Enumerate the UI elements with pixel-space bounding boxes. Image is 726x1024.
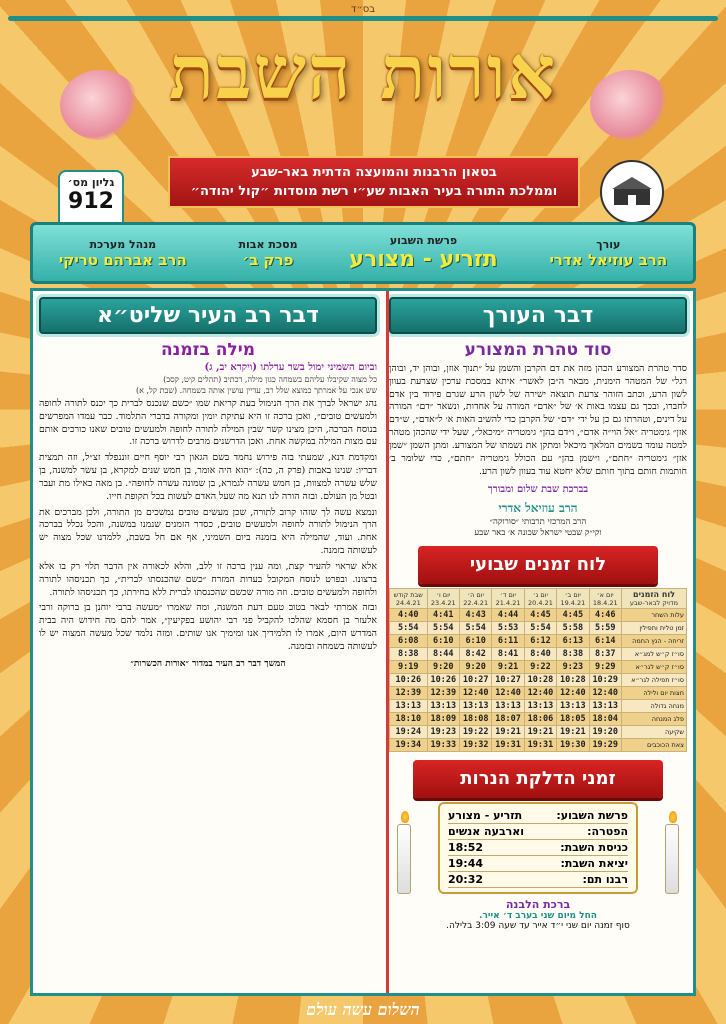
zmanim-row-label: עלות השחר <box>621 609 686 622</box>
zmanim-cell: 9:19 <box>390 661 428 674</box>
zmanim-day-name: שבת קודש <box>393 590 423 599</box>
zmanim-row-label: זריחה - הנץ החמה <box>621 635 686 648</box>
zmanim-cell: 18:10 <box>390 713 428 726</box>
zmanim-day-name: יום ג׳ <box>532 590 548 599</box>
zmanim-cell: 19:29 <box>589 739 621 752</box>
zmanim-cell: 19:31 <box>492 739 524 752</box>
zmanim-cell: 18:09 <box>427 713 459 726</box>
zmanim-cell: 4:41 <box>427 609 459 622</box>
zmanim-cell: 12:40 <box>524 687 556 700</box>
editor-sig-line-2: וקי״ק שבטי ישראל שכונה א׳ באר שבע <box>474 528 602 539</box>
masthead <box>0 30 726 116</box>
zmanim-cell: 5:58 <box>557 622 589 635</box>
editor-sign-off: בברכת שבת שלום ומבורך <box>487 484 589 496</box>
zmanim-cell: 19:23 <box>427 726 459 739</box>
zmanim-table-title-text: לוח הזמנים <box>633 590 675 600</box>
candles-row <box>448 872 628 888</box>
zmanim-day-header <box>492 589 524 609</box>
column-divider <box>386 291 389 993</box>
rabbi-column <box>33 291 383 993</box>
issue-label: גליון מס׳ <box>67 176 115 189</box>
zmanim-cell: 12:40 <box>459 687 491 700</box>
candles-row-value: תזריע - מצורע <box>448 809 523 823</box>
zmanim-cell: 5:54 <box>390 622 428 635</box>
rabbi-subheading: מילה בזמנה <box>160 340 256 360</box>
zmanim-row <box>390 648 687 661</box>
editor-info <box>549 238 667 269</box>
zmanim-cell: 12:40 <box>492 687 524 700</box>
publisher-line-2: וממלכת התורה בעיר האבות שע״י רשת מוסדות ״קול יהודה״ <box>190 183 558 199</box>
zmanim-cell: 8:38 <box>557 648 589 661</box>
rabbi-paragraph-3: ונמצא עשה לך שזהו קרוב לתורה, שכן מעשים טובים נמשכים מן התורה, ולכן מברכים את הרך הנימול לתורה לחופה ולמעשים טובים, כסדר הזמנים שנמנו במשנה, והכל נכלל בברכה אחת. ועוד, שהמילה היא בזמנה ביום השמיני, אף אם חל בשבת, ללמדנו שכל מצוה יש לעשותה בזמנה. <box>39 506 377 557</box>
bsd-mark: בס״ד <box>350 4 376 15</box>
zmanim-row <box>390 713 687 726</box>
zmanim-day-name: יום א׳ <box>596 590 614 599</box>
editor-label: עורך <box>596 237 621 251</box>
zmanim-cell: 18:05 <box>557 713 589 726</box>
zmanim-day-header <box>557 589 589 609</box>
zmanim-cell: 18:06 <box>524 713 556 726</box>
avot-info <box>239 238 298 269</box>
zmanim-cell: 6:08 <box>390 635 428 648</box>
rabbi-heading: דבר רב העיר שליט״א <box>39 297 377 334</box>
zmanim-day-header <box>459 589 491 609</box>
editor-signature: הרב עוזיאל אדרי <box>498 501 578 516</box>
editor-name: הרב עוזיאל אדרי <box>549 250 668 269</box>
zmanim-day-date: 21.4.21 <box>495 598 521 607</box>
content-area <box>30 288 696 996</box>
zmanim-cell: 10:29 <box>589 674 621 687</box>
zmanim-cell: 5:53 <box>492 622 524 635</box>
page-title: אורות השבת <box>168 30 558 116</box>
zmanim-cell: 8:40 <box>524 648 556 661</box>
zmanim-cell: 10:27 <box>492 674 524 687</box>
publisher-banner <box>168 156 580 208</box>
zmanim-day-date: 24.4.21 <box>395 598 421 607</box>
zmanim-cell: 10:27 <box>459 674 491 687</box>
zmanim-row-label: מנחה גדולה <box>621 700 686 713</box>
zmanim-day-date: 18.4.21 <box>592 598 618 607</box>
zmanim-row-label: זמן טלית ותפילין <box>621 622 686 635</box>
rabbi-note-2: שש אנכי על אמרתך כמוצא שלל רב, עדיין עושין אותה בשמחה. (שבת קל, א) <box>136 386 377 395</box>
zmanim-cell: 18:07 <box>492 713 524 726</box>
zmanim-cell: 10:26 <box>390 674 428 687</box>
zmanim-cell: 6:11 <box>492 635 524 648</box>
zmanim-cell: 19:21 <box>524 726 556 739</box>
zmanim-day-header <box>589 589 621 609</box>
manager-info <box>59 238 187 269</box>
zmanim-cell: 6:10 <box>427 635 459 648</box>
zmanim-heading: לוח זמנים שבועי <box>418 546 658 584</box>
zmanim-cell: 5:54 <box>427 622 459 635</box>
editor-subheading: סוד טהרת המצורע <box>464 340 612 360</box>
rabbi-continued-note: המשך דבר רב העיר במדור ״אורות הכשרות״ <box>130 658 286 669</box>
zmanim-cell: 5:54 <box>459 622 491 635</box>
candles-box <box>438 802 638 894</box>
manager-label: מנהל מערכת <box>89 237 157 251</box>
zmanim-cell: 13:13 <box>492 700 524 713</box>
zmanim-row <box>390 609 687 622</box>
zmanim-cell: 5:59 <box>589 622 621 635</box>
candles-row-label: יציאת השבת: <box>560 857 628 871</box>
zmanim-table-title <box>621 589 686 609</box>
candles-row-value: 19:44 <box>448 857 484 871</box>
zmanim-cell: 9:20 <box>459 661 491 674</box>
zmanim-cell: 8:44 <box>427 648 459 661</box>
zmanim-cell: 6:13 <box>557 635 589 648</box>
publisher-line-1: בטאון הרבנות והמועצה הדתית באר-שבע <box>251 165 497 180</box>
candle-right-icon <box>665 824 679 894</box>
zmanim-cell: 19:34 <box>390 739 428 752</box>
candles-row-label: פרשת השבוע: <box>556 809 628 823</box>
zmanim-cell: 8:37 <box>589 648 621 661</box>
candles-row <box>448 808 628 824</box>
zmanim-cell: 13:13 <box>459 700 491 713</box>
avot-label: מסכת אבות <box>238 237 298 251</box>
editor-sig-line-1: הרב המרכזי תרבותי ״סורוקה״ <box>489 517 587 528</box>
kol-yehuda-logo-icon <box>600 160 664 224</box>
zmanim-cell: 13:13 <box>390 700 428 713</box>
rabbi-paragraph-1: נהג ישראל לברך את הרך הנימול בעת קריאת שמו ״כשם שנכנס לברית כך יכנס לתורה לחופה ולמעשים טובים״, ואכן ברכה זו היא עתיקת יומין ומקורה בדברי התלמוד. כבר עמדו המפרשים בנוסח הברכה, היכן מצינו קשר שבין המילה לתורה לחופה ולמעשים טובים שאנו כורכים אותם עם מצות המילה במקשה אחת. ואכן הדרשנים מרבים לדרוש ברכה זו. <box>39 398 377 448</box>
zmanim-cell: 9:29 <box>589 661 621 674</box>
zmanim-cell: 8:41 <box>492 648 524 661</box>
info-bar <box>30 222 696 284</box>
candles-row-label: כניסת השבת: <box>560 841 628 855</box>
zmanim-day-name: יום ד׳ <box>500 590 516 599</box>
zmanim-cell: 5:54 <box>524 622 556 635</box>
zmanim-day-date: 23.4.21 <box>430 598 456 607</box>
rabbi-paragraph-5: ובזה אמרתי לבאר בטוב טעם דעת המשנה, ומה שאמרו ״מעשה ברבי יוחנן בן ברוקה ורבי אלעזר בן חסמא שהלכו להקביל פני רבי יהושע בפקיעין״, אמר להם מה חידוש היה בבית המדרש היום, אמרו לו תלמידיך אנו ומימיך אנו שותים. ומזה נלמד שכל מעשה המצוה יש לו לעשותה בשמחה ובזמנה. <box>39 602 377 652</box>
editor-heading: דבר העורך <box>389 297 687 334</box>
levana-start: החל מיום שני בערב ד׳ אייר. <box>479 911 597 922</box>
zmanim-cell: 4:44 <box>492 609 524 622</box>
zmanim-row <box>390 622 687 635</box>
zmanim-cell: 13:13 <box>589 700 621 713</box>
zmanim-cell: 9:21 <box>492 661 524 674</box>
candles-row-value: 18:52 <box>448 841 484 855</box>
zmanim-cell: 19:24 <box>390 726 428 739</box>
candles-row <box>448 824 628 840</box>
zmanim-cell: 13:13 <box>557 700 589 713</box>
zmanim-cell: 10:28 <box>557 674 589 687</box>
zmanim-cell: 19:22 <box>459 726 491 739</box>
manager-name: הרב אברהם טריקי <box>58 250 187 269</box>
zmanim-day-name: יום ו׳ <box>436 590 451 599</box>
rabbi-paragraph-2: ומקדמת דנא, שמעתי בזה פירוש נחמד בשם הגאון רבי יוסף חיים זוננפלד זצ״ל, וזה תמצית דבריו: שנינו באבות (פרק ה, כה): ״הוא היה אומר, בן חמש שנים למקרא, בן עשר למשנה, בן שלש עשרה למצוות, בן חמש עשרה לגמרא, בן שמונה עשרה לחופה״. בן מאה כאילו מת ועבר ובטל מן העולם. ובזה הורה לנו תנא מה שעל האדם לעשות בכל תקופת חייו. <box>39 452 377 502</box>
zmanim-cell: 19:30 <box>557 739 589 752</box>
zmanim-cell: 10:28 <box>524 674 556 687</box>
zmanim-cell: 9:22 <box>524 661 556 674</box>
candles-row-value: 20:32 <box>448 873 484 887</box>
zmanim-table <box>389 588 687 752</box>
zmanim-cell: 12:40 <box>557 687 589 700</box>
footer-text: השלום עשה עולם <box>306 1000 420 1019</box>
zmanim-cell: 12:39 <box>390 687 428 700</box>
zmanim-row-label: סו״ז ק״ש לגר״א <box>621 661 686 674</box>
zmanim-cell: 4:45 <box>524 609 556 622</box>
zmanim-cell: 13:13 <box>524 700 556 713</box>
parasha-name: תזריע - מצורע <box>349 247 498 272</box>
zmanim-cell: 8:38 <box>390 648 428 661</box>
zmanim-row <box>390 687 687 700</box>
issue-number: 912 <box>68 189 114 214</box>
zmanim-row-label: פלג המנחה <box>621 713 686 726</box>
candles-row-value: וארבעה אנשים <box>448 825 525 839</box>
candles-row-label: רבנו תם: <box>582 873 628 887</box>
zmanim-cell: 19:21 <box>557 726 589 739</box>
zmanim-cell: 4:46 <box>589 609 621 622</box>
zmanim-cell: 19:31 <box>524 739 556 752</box>
levana-end: סוף זמנה יום שני י״ד אייר עד שעה 3:09 בלילה. <box>446 921 630 932</box>
zmanim-row-label: שקיעה <box>621 726 686 739</box>
zmanim-day-name: יום ה׳ <box>467 590 484 599</box>
candles-heading: זמני הדלקת הנרות <box>413 760 663 798</box>
zmanim-day-header <box>427 589 459 609</box>
zmanim-day-date: 22.4.21 <box>463 598 489 607</box>
zmanim-cell: 9:23 <box>557 661 589 674</box>
zmanim-row <box>390 635 687 648</box>
zmanim-day-date: 20.4.21 <box>528 598 553 607</box>
levana-section <box>389 898 687 931</box>
zmanim-row <box>390 674 687 687</box>
zmanim-cell: 12:39 <box>427 687 459 700</box>
zmanim-row-label: סו״ז ק״ש למג״א <box>621 648 686 661</box>
zmanim-cell: 9:20 <box>427 661 459 674</box>
zmanim-row <box>390 739 687 752</box>
candles-row <box>448 856 628 872</box>
parasha-info <box>349 234 497 272</box>
candles-row-label: הפטרה: <box>587 825 628 839</box>
zmanim-row-label: סו״ז תפילה לגר״א <box>621 674 686 687</box>
zmanim-day-header <box>524 589 556 609</box>
zmanim-row <box>390 726 687 739</box>
zmanim-day-header <box>390 589 428 609</box>
zmanim-day-name: יום ב׳ <box>564 590 581 599</box>
zmanim-row <box>390 661 687 674</box>
candle-left-icon <box>397 824 411 894</box>
zmanim-cell: 13:13 <box>427 700 459 713</box>
zmanim-row <box>390 700 687 713</box>
zmanim-cell: 12:40 <box>589 687 621 700</box>
zmanim-cell: 18:04 <box>589 713 621 726</box>
zmanim-cell: 19:21 <box>492 726 524 739</box>
zmanim-cell: 10:26 <box>427 674 459 687</box>
levana-title: ברכת הלבנה <box>505 898 571 912</box>
zmanim-cell: 19:33 <box>427 739 459 752</box>
candles-section <box>389 802 687 894</box>
zmanim-day-date: 19.4.21 <box>560 598 586 607</box>
rabbi-quote: וביום השמיני ימול בשר ערלתו (ויקרא יב, ג) <box>204 362 377 373</box>
rabbi-note-1: כל מצוה שקיבלו עליהם בשמחה כגון מילה, דכתיב (תהלים קיט, קסב) <box>163 375 377 384</box>
avot-value: פרק ב׳ <box>242 250 294 269</box>
zmanim-cell: 4:43 <box>459 609 491 622</box>
parasha-label: פרשת השבוע <box>389 234 458 247</box>
zmanim-cell: 6:10 <box>459 635 491 648</box>
zmanim-cell: 4:45 <box>557 609 589 622</box>
zmanim-cell: 19:32 <box>459 739 491 752</box>
zmanim-table-subtitle: מדויק לבאר-שבע <box>629 599 679 608</box>
zmanim-row-label: צאת הכוכבים <box>621 739 686 752</box>
zmanim-cell: 18:08 <box>459 713 491 726</box>
zmanim-cell: 6:14 <box>589 635 621 648</box>
zmanim-cell: 6:12 <box>524 635 556 648</box>
rabbi-paragraph-4: אלא שראוי להעיר קצת, ומה ענין ברכה זו ללב, והלא לכאורה אין הדבר תלוי רק בו אלא ברצונו. ובפרט לנוסח המקובל בעדות המזרח ״כשם שהכנסתו לברית״, כך תכניסהו לתורה ולחופה ולמעשים טובים. וזה מורה שכשם שהכנסתו לברית ללא בחירתו, כך תכניסהו לתורה. <box>39 560 377 598</box>
editor-body: סדר טהרת המצורע הכהן מזה את דם הקרבן והשמן על ״תנוך אוזן, ובוהן יד, ובוהן רגל״ של המטהר הימנית, מבאר ה״בן לאשר״ איתא במסכת ערכין שצרעת בעוון לשון הרע, וכתב הזוהר צרעת תוצאה ישירה של לשון הרע שגרם פירוד בין אדם לחברו, ובכך גם עצמו באות א׳ של ״אדם״ המורה על אחדות, ונשאר ״דם״ המורה על דינים, וטהרתו גם כן על ידי ״דם״ של הקרבן כדי להשיב האות א׳ ל״אדם״, ש״דם אזן״ גימטריה ״אל הוי״ה אדם״, ו״דם בהן״ גימטריה ״מיכאל״, שעל ידי שהכהן מטהר למטה עומד בשמים המלאך מיכאל ומתקן את נשמתו של המצורע. ומתן השמן ״שמן אזן״ גימטריה ״חתם״, ו״שמן בהן״ עם הכולל גימטריה ״חתם״, כדי שלומר ב׳ חותמות חותם בתוך חותם שלא יחטא עוד בעוון לשון הרע. <box>389 363 687 477</box>
zmanim-cell: 4:40 <box>390 609 428 622</box>
zmanim-cell: 19:20 <box>589 726 621 739</box>
zmanim-cell: 8:42 <box>459 648 491 661</box>
candles-row <box>448 840 628 856</box>
zmanim-row-label: חצות יום ולילה <box>621 687 686 700</box>
top-bar <box>8 16 718 21</box>
editor-column <box>383 291 693 993</box>
